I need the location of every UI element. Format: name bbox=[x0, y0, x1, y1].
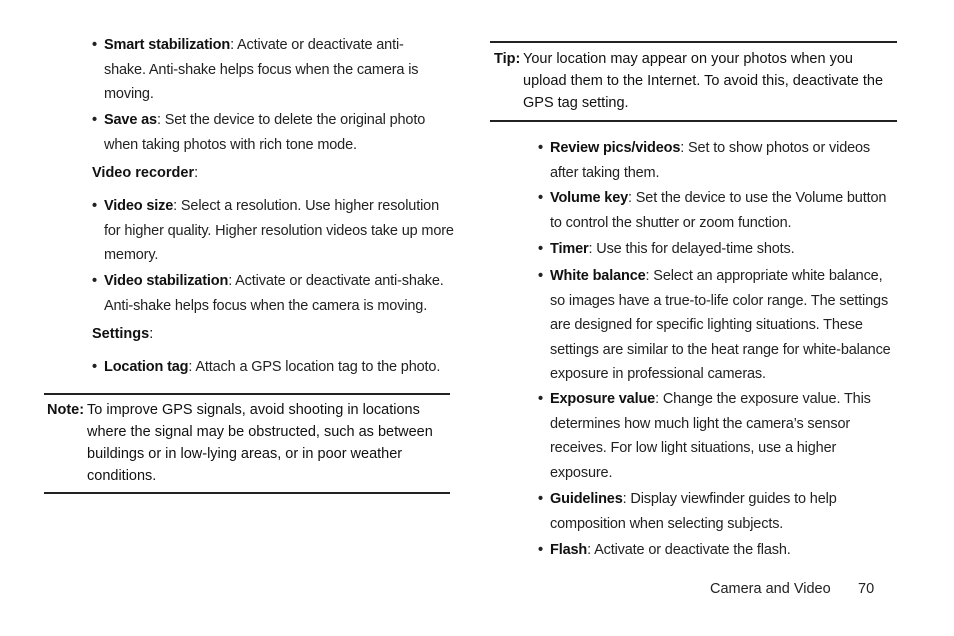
item-desc: : Change the exposure value. This determines how much light the camera’s sensor receives. For low light situations, use a higher exposure. bbox=[550, 391, 871, 481]
list-item bbox=[538, 538, 895, 563]
section-heading-video-recorder: Video recorder: bbox=[92, 165, 199, 181]
item-term: Save as bbox=[104, 112, 157, 128]
item-desc: : Set the device to delete the original photo when taking photos with rich tone mode. bbox=[104, 112, 426, 153]
list-item bbox=[92, 108, 444, 157]
bullet-icon: • bbox=[538, 140, 543, 156]
item-desc: : Select a resolution. Use higher resolution for higher quality. Higher resolution videos take up more memory. bbox=[104, 198, 454, 263]
item-desc: : Display viewfinder guides to help composition when selecting subjects. bbox=[550, 491, 837, 532]
item-desc: : Set the device to use the Volume button to control the shutter or zoom function. bbox=[550, 190, 887, 231]
item-term: Video size bbox=[104, 198, 174, 214]
note-label: Note: bbox=[47, 402, 85, 418]
list-item bbox=[538, 487, 850, 536]
tip-top-rule bbox=[490, 41, 897, 43]
bullet-icon: • bbox=[538, 190, 543, 206]
bullet-icon: • bbox=[92, 359, 97, 375]
tip-label: Tip: bbox=[494, 51, 521, 67]
note-text: To improve GPS signals, avoid shooting in locations where the signal may be obstructed, such as between buildings or in low-lying areas, or in poor weather conditions. bbox=[87, 402, 433, 484]
bullet-icon: • bbox=[92, 112, 97, 128]
list-item bbox=[92, 269, 456, 318]
list-item bbox=[92, 355, 456, 380]
list-item bbox=[92, 33, 434, 107]
item-desc: : Set to show photos or videos after taking them. bbox=[550, 140, 871, 181]
item-term: Flash bbox=[550, 542, 588, 558]
bullet-icon: • bbox=[92, 273, 97, 289]
section-heading-settings: Settings: bbox=[92, 326, 154, 342]
list-item bbox=[538, 237, 895, 262]
item-term: Location tag bbox=[104, 359, 189, 375]
note-top-rule bbox=[44, 393, 450, 395]
item-desc: : Use this for delayed-time shots. bbox=[588, 241, 795, 257]
footer-section-title: Camera and Video bbox=[710, 581, 831, 597]
item-term: White balance bbox=[550, 268, 646, 284]
item-desc: : Select an appropriate white balance, so images have a true-to-life color range. The settings are designed for specific lighting situations. These settings are similar to the heat range for white-balance exposure in professional cameras. bbox=[550, 268, 891, 382]
list-item bbox=[92, 194, 456, 268]
tip-bottom-rule bbox=[490, 120, 897, 122]
bullet-icon: • bbox=[92, 37, 97, 53]
item-term: Volume key bbox=[550, 190, 629, 206]
tip-text: Your location may appear on your photos when you upload them to the Internet. To avoid this, deactivate the GPS tag setting. bbox=[523, 51, 884, 111]
page-number: 70 bbox=[858, 581, 875, 597]
bullet-icon: • bbox=[538, 491, 543, 507]
tip-callout bbox=[494, 48, 897, 118]
bullet-icon: • bbox=[538, 268, 543, 284]
item-desc: : Activate or deactivate anti-shake. Anti-shake helps focus when the camera is moving. bbox=[104, 37, 419, 102]
note-callout bbox=[47, 399, 452, 489]
note-bottom-rule bbox=[44, 492, 450, 494]
list-item bbox=[538, 264, 898, 387]
item-desc: : Activate or deactivate anti-shake. Anti-shake helps focus when the camera is moving. bbox=[104, 273, 444, 314]
item-term: Review pics/videos bbox=[550, 140, 681, 156]
item-term: Exposure value bbox=[550, 391, 656, 407]
bullet-icon: • bbox=[538, 241, 543, 257]
item-term: Video stabilization bbox=[104, 273, 229, 289]
item-desc: : Activate or deactivate the flash. bbox=[587, 542, 791, 558]
bullet-icon: • bbox=[538, 542, 543, 558]
bullet-icon: • bbox=[538, 391, 543, 407]
list-item bbox=[538, 136, 885, 185]
item-term: Guidelines bbox=[550, 491, 623, 507]
item-term: Timer bbox=[550, 241, 589, 257]
item-desc: : Attach a GPS location tag to the photo. bbox=[188, 359, 441, 375]
bullet-icon: • bbox=[92, 198, 97, 214]
item-term: Smart stabilization bbox=[104, 37, 231, 53]
list-item bbox=[538, 186, 895, 235]
list-item bbox=[538, 387, 885, 485]
